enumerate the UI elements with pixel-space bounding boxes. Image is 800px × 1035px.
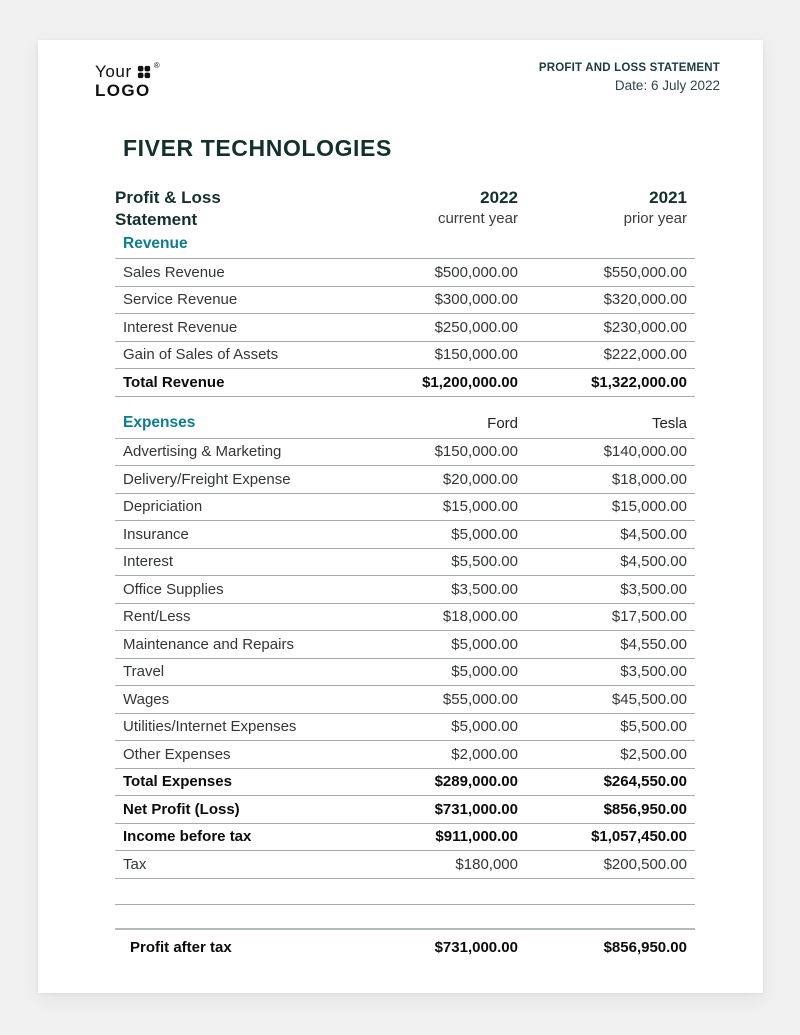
page-header: [95, 62, 720, 101]
table-row: [115, 259, 695, 287]
row-label: Maintenance and Repairs: [123, 635, 294, 653]
row-value: $5,000.00: [451, 718, 518, 736]
table-row: [115, 439, 695, 467]
row-label: Rent/Less: [123, 608, 191, 626]
row-value: $150,000.00: [434, 443, 518, 461]
row-label: Travel: [123, 663, 165, 681]
row-label: Interest Revenue: [123, 318, 238, 336]
summary-row: [115, 851, 695, 879]
row-label: Service Revenue: [123, 291, 238, 309]
logo-word-logo: LOGO: [95, 81, 151, 100]
pnl-table: [115, 187, 695, 966]
table-row: [115, 342, 695, 370]
row-label: Tax: [123, 855, 147, 873]
summary-row: [115, 796, 695, 824]
statement-heading: [115, 187, 368, 231]
logo-word-your: Your: [95, 62, 132, 81]
row-label: Advertising & Marketing: [123, 443, 282, 461]
row-value: $18,000.00: [442, 608, 518, 626]
row-label: Office Supplies: [123, 580, 224, 598]
row-value: $200,500.00: [603, 855, 687, 873]
column-subtitle-current: current year: [437, 210, 518, 227]
row-label: Sales Revenue: [123, 263, 225, 281]
row-value: $20,000.00: [442, 470, 518, 488]
document-title: PROFIT AND LOSS STATEMENT: [538, 62, 720, 74]
row-label: Utilities/Internet Expenses: [123, 718, 297, 736]
expenses-col-current-header: Ford: [487, 414, 518, 432]
total-revenue-row: [115, 369, 695, 397]
summary-row: [115, 769, 695, 797]
row-value: $140,000.00: [603, 443, 687, 461]
row-value: $320,000.00: [603, 291, 687, 309]
row-value: $222,000.00: [603, 346, 687, 364]
document-date: Date: 6 July 2022: [614, 78, 720, 93]
row-label: Interest: [123, 553, 174, 571]
statement-heading-line2: Statement: [115, 210, 198, 229]
row-value: $731,000.00: [434, 800, 518, 818]
row-label: Total Revenue: [123, 373, 225, 391]
row-value: $3,500.00: [451, 580, 518, 598]
row-value: $45,500.00: [611, 690, 687, 708]
column-subtitle-prior: prior year: [623, 210, 687, 227]
clover-icon: [137, 65, 151, 79]
document-meta: [539, 62, 720, 93]
row-value: $18,000.00: [611, 470, 687, 488]
profit-after-tax-section: [115, 930, 695, 966]
expenses-section-header: [115, 414, 695, 439]
blank-row-thick-rule: [115, 905, 695, 930]
table-row: [115, 549, 695, 577]
row-label: Depriciation: [123, 498, 203, 516]
row-value: $180,000: [455, 855, 518, 873]
column-year-prior: 2021: [649, 188, 687, 207]
row-label: Gain of Sales of Assets: [123, 346, 279, 364]
summary-row: [115, 824, 695, 852]
table-row: [115, 741, 695, 769]
table-row: [115, 521, 695, 549]
revenue-section-label: Revenue: [115, 235, 695, 259]
expenses-section-label: Expenses: [123, 413, 196, 431]
row-value: $15,000.00: [611, 498, 687, 516]
table-row: [115, 494, 695, 522]
row-value: $1,057,450.00: [591, 828, 687, 846]
row-value: $289,000.00: [434, 773, 518, 791]
row-value: $250,000.00: [434, 318, 518, 336]
row-value: $4,500.00: [620, 525, 687, 543]
statement-header: [115, 187, 695, 231]
table-row: [115, 314, 695, 342]
column-header-current-year: [368, 187, 518, 229]
revenue-rows: [115, 259, 695, 397]
table-row: [115, 714, 695, 742]
registered-mark: ®: [153, 61, 161, 70]
row-value: $4,500.00: [620, 553, 687, 571]
table-row: [115, 686, 695, 714]
row-value: $15,000.00: [442, 498, 518, 516]
row-label: Total Expenses: [123, 773, 232, 791]
table-row: [115, 604, 695, 632]
row-value: $55,000.00: [442, 690, 518, 708]
column-year-current: 2022: [480, 188, 518, 207]
row-value: $911,000.00: [435, 828, 518, 846]
row-value: $5,500.00: [620, 718, 687, 736]
blank-row: [115, 879, 695, 905]
statement-heading-line1: Profit & Loss: [115, 188, 221, 207]
row-value: $2,500.00: [620, 745, 687, 763]
row-value: $5,000.00: [451, 663, 518, 681]
row-value: $5,500.00: [451, 553, 518, 571]
row-label: Income before tax: [123, 828, 252, 846]
row-label: Profit after tax: [130, 939, 232, 956]
table-row: [115, 631, 695, 659]
row-label: Other Expenses: [123, 745, 231, 763]
row-value: $3,500.00: [620, 580, 687, 598]
column-header-prior-year: [518, 187, 687, 229]
logo: [95, 62, 160, 101]
row-value: $856,950.00: [603, 800, 687, 818]
row-value: $856,950.00: [603, 939, 687, 956]
row-value: $300,000.00: [434, 291, 518, 309]
row-value: $3,500.00: [620, 663, 687, 681]
row-value: $1,200,000.00: [422, 373, 518, 391]
company-name: FIVER TECHNOLOGIES: [123, 135, 392, 161]
row-value: $4,550.00: [620, 635, 687, 653]
row-value: $230,000.00: [603, 318, 687, 336]
row-value: $264,550.00: [603, 773, 687, 791]
row-label: Net Profit (Loss): [123, 800, 240, 818]
row-value: $731,000.00: [434, 939, 518, 956]
profit-after-tax-row: [115, 930, 695, 966]
row-value: $5,000.00: [451, 635, 518, 653]
table-row: [115, 287, 695, 315]
row-value: $17,500.00: [611, 608, 687, 626]
row-value: $1,322,000.00: [591, 373, 687, 391]
pnl-statement-page: [38, 40, 763, 993]
row-value: $500,000.00: [434, 263, 518, 281]
row-value: $150,000.00: [434, 346, 518, 364]
row-label: Insurance: [123, 525, 189, 543]
table-row: [115, 466, 695, 494]
row-label: Delivery/Freight Expense: [123, 470, 291, 488]
row-value: $550,000.00: [603, 263, 687, 281]
expense-rows: [115, 439, 695, 879]
row-value: $2,000.00: [451, 745, 518, 763]
table-row: [115, 659, 695, 687]
table-row: [115, 576, 695, 604]
row-value: $5,000.00: [451, 525, 518, 543]
row-label: Wages: [123, 690, 170, 708]
expenses-col-prior-header: Tesla: [651, 414, 687, 432]
